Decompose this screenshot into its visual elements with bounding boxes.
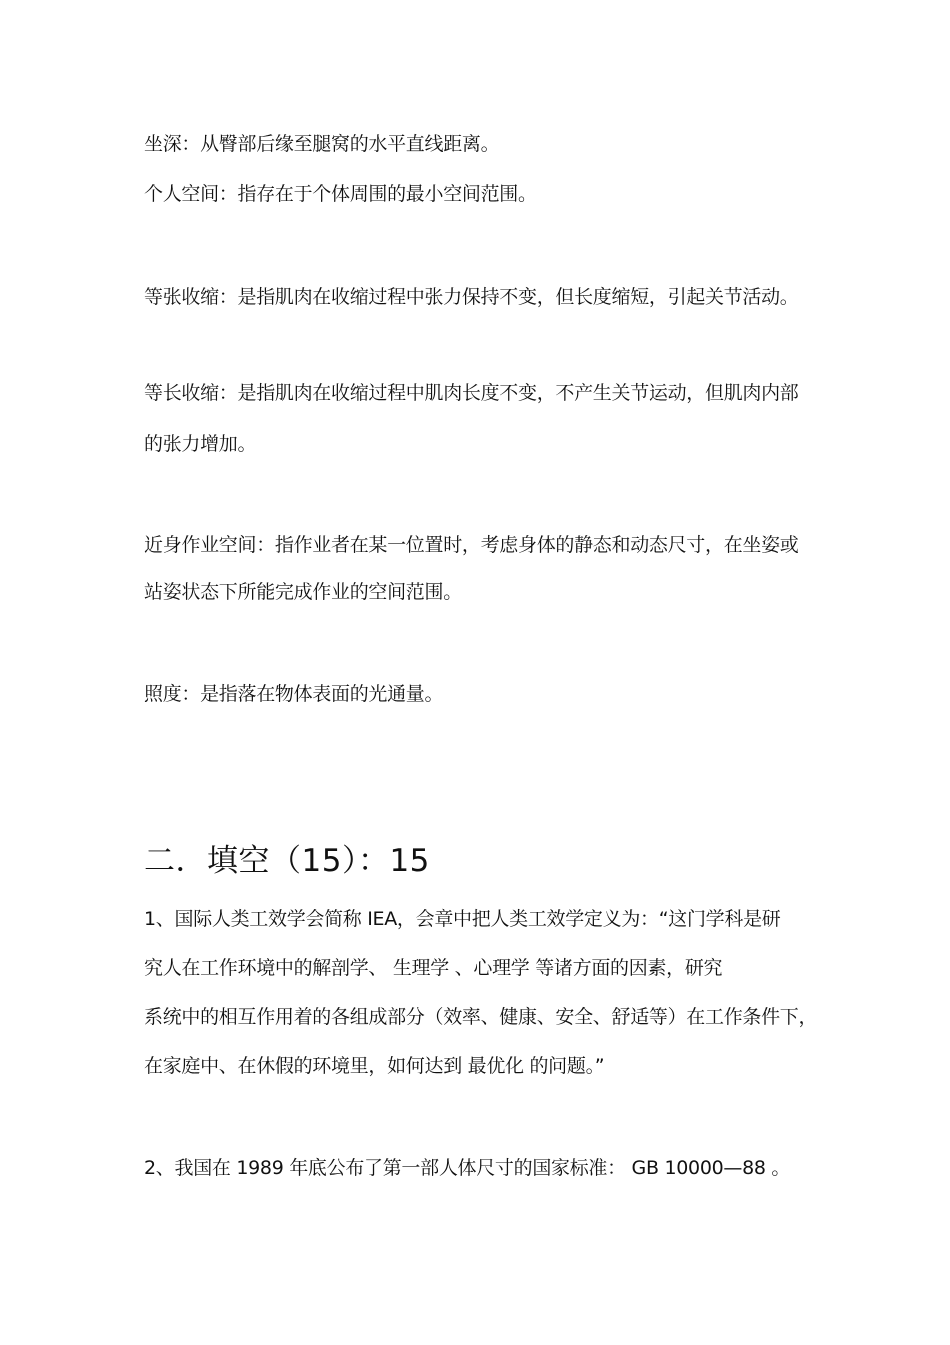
- definition-personal-space: 个人空间：指存在于个体周围的最小空间范围。: [144, 183, 537, 205]
- definition-isotonic-contraction: 等张收缩：是指肌肉在收缩过程中张力保持不变，但长度缩短，引起关节活动。: [144, 286, 799, 308]
- question-1-line4: 在家庭中、在休假的环境里，如何达到 最优化 的问题。”: [144, 1055, 605, 1077]
- section-heading-fill-blank: 二．填空（15）：15: [144, 843, 430, 879]
- question-1-line3: 系统中的相互作用着的各组成部分（效率、健康、安全、舒适等）在工作条件下，: [144, 1006, 818, 1028]
- definition-illuminance: 照度：是指落在物体表面的光通量。: [144, 683, 444, 705]
- question-1-line1: 1、国际人类工效学会简称 IEA，会章中把人类工效学定义为：“这门学科是研: [144, 908, 781, 930]
- question-2-line1: 2、我国在 1989 年底公布了第一部人体尺寸的国家标准： GB 10000—88 。: [144, 1157, 791, 1179]
- definition-isometric-contraction-line2: 的张力增加。: [144, 433, 257, 455]
- definition-zuoshen: 坐深：从臀部后缘至腿窝的水平直线距离。: [144, 133, 500, 155]
- definition-isometric-contraction-line1: 等长收缩：是指肌肉在收缩过程中肌肉长度不变，不产生关节运动，但肌肉内部: [144, 382, 799, 404]
- definition-near-work-space-line1: 近身作业空间：指作业者在某一位置时，考虑身体的静态和动态尺寸，在坐姿或: [144, 534, 799, 556]
- question-1-line2: 究人在工作环境中的解剖学、 生理学 、心理学 等诸方面的因素，研究: [144, 957, 723, 979]
- definition-near-work-space-line2: 站姿状态下所能完成作业的空间范围。: [144, 581, 462, 603]
